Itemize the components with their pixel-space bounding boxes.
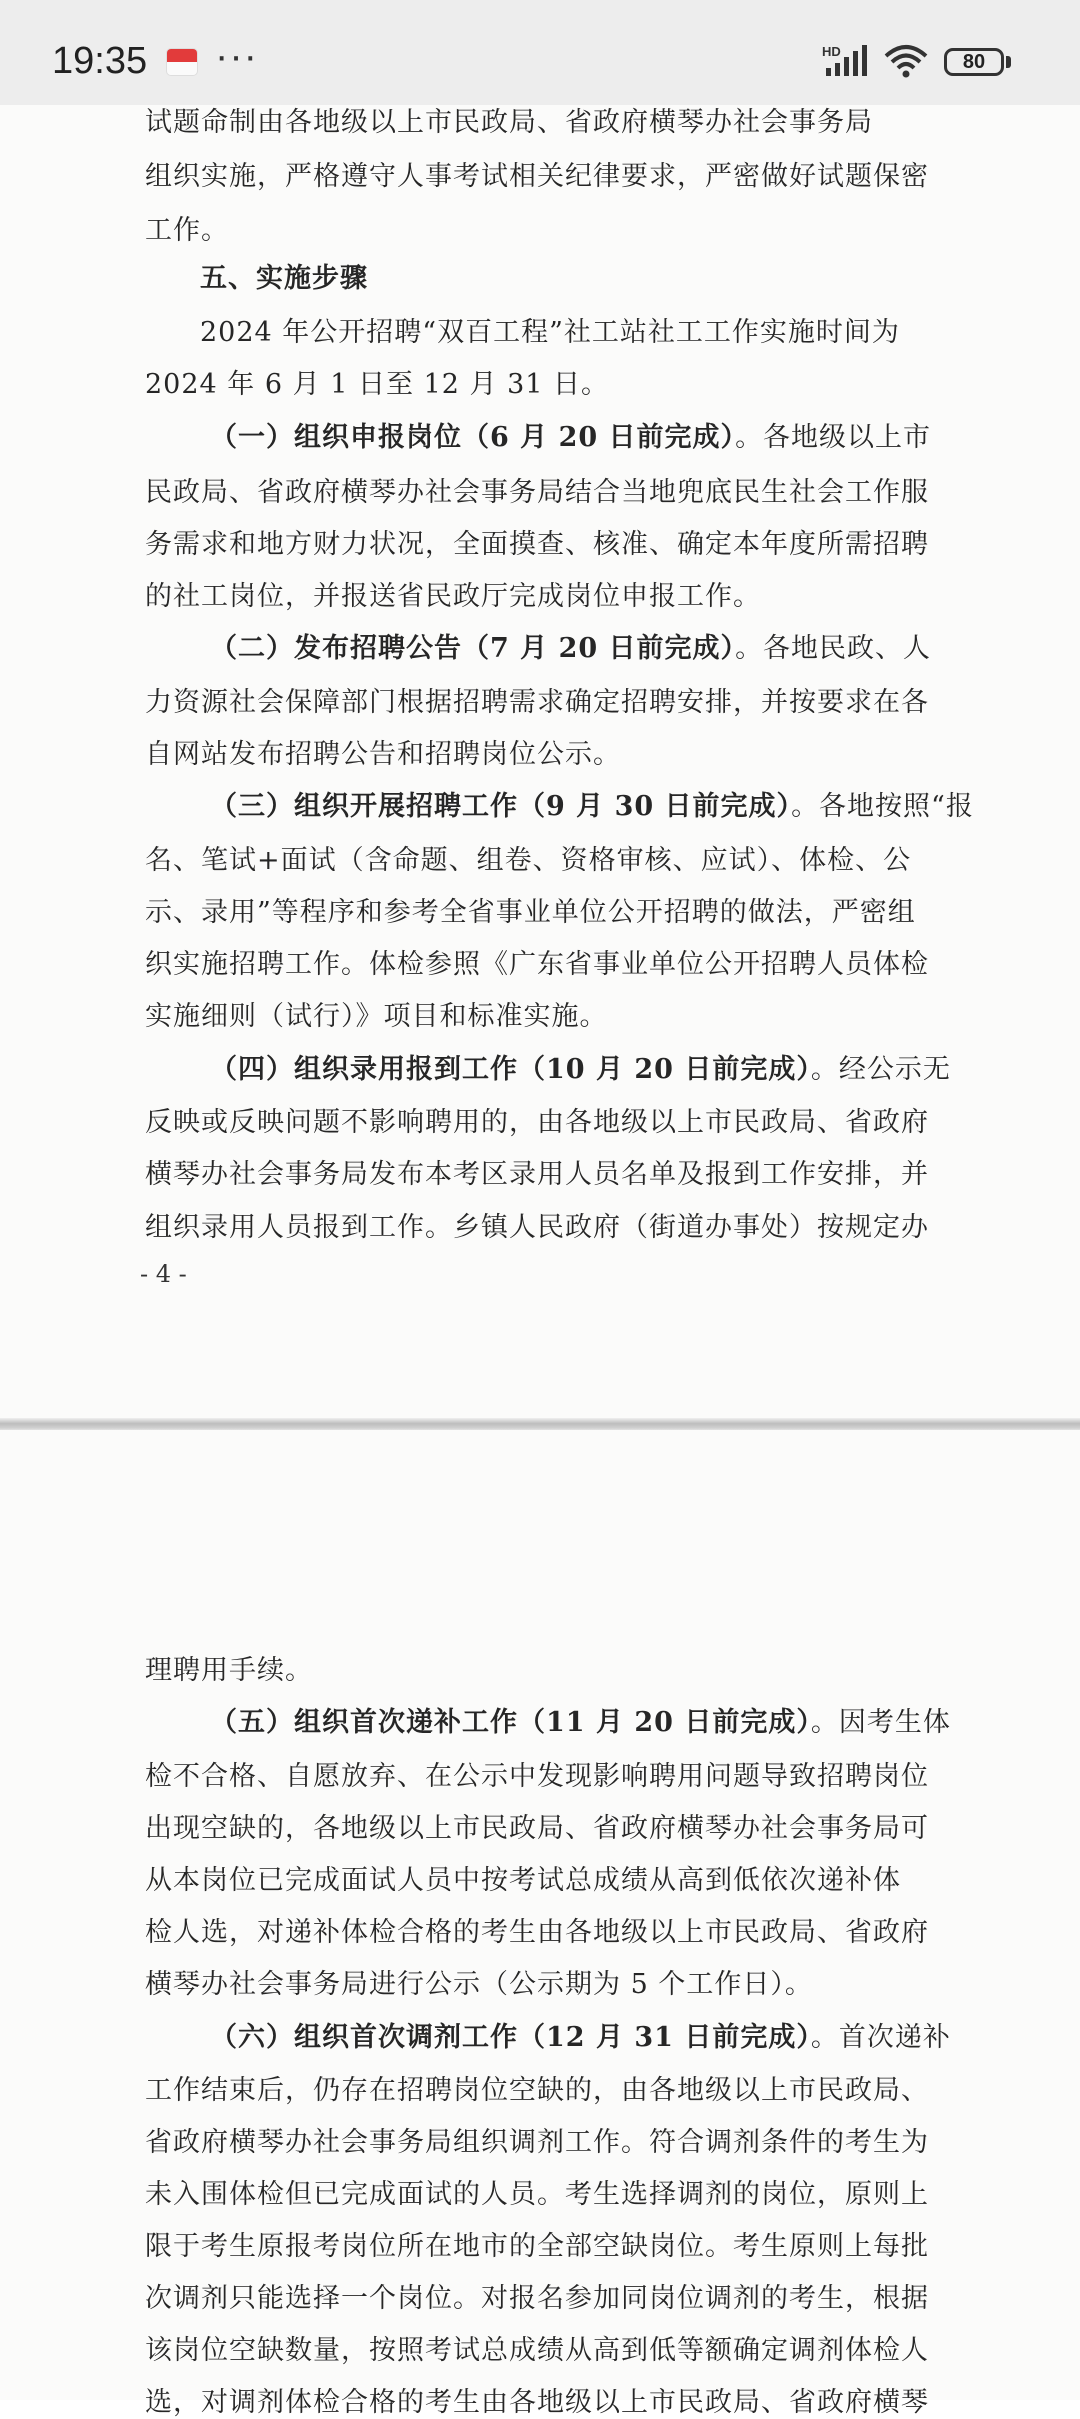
line-text: 次调剂只能选择一个岗位。对报名参加同岗位调剂的考生，根据 <box>145 2283 929 2314</box>
text-line <box>145 154 929 193</box>
text-line <box>210 2015 951 2054</box>
line-text: 。首次递补 <box>810 2022 951 2053</box>
line-text: 织实施招聘工作。体检参照《广东省事业单位公开招聘人员体检 <box>145 949 929 980</box>
text-line <box>145 2224 929 2263</box>
text-line <box>145 1152 929 1191</box>
line-text: 实施细则（试行）》项目和标准实施。 <box>145 1001 608 1032</box>
text-line <box>145 1648 313 1687</box>
text-line <box>145 2276 929 2315</box>
text-line <box>210 784 974 823</box>
text-line <box>145 1754 929 1793</box>
text-line <box>145 1858 901 1897</box>
network-label: HD <box>822 44 841 59</box>
line-text: 限于考生原报考岗位所在地市的全部空缺岗位。考生原则上每批 <box>145 2231 929 2262</box>
text-line <box>145 942 929 981</box>
text-line <box>210 415 931 454</box>
text-line <box>145 2120 929 2159</box>
line-text: 理聘用手续。 <box>145 1655 313 1686</box>
line-text: 工作。 <box>145 215 229 246</box>
page-number: - 4 - <box>140 1260 187 1288</box>
line-text: 从本岗位已完成面试人员中按考试总成绩从高到低依次递补体 <box>145 1865 901 1896</box>
line-text: 未入围体检但已完成面试的人员。考生选择调剂的岗位，原则上 <box>145 2179 929 2210</box>
text-line <box>210 1047 951 1086</box>
line-text: 。各地民政、人 <box>735 633 932 664</box>
text-line <box>145 100 873 139</box>
line-text: 名、笔试+面试（含命题、组卷、资格审核、应试）、体检、公 <box>145 845 912 876</box>
text-line <box>145 2328 929 2367</box>
line-text: 检人选，对递补体检合格的考生由各地级以上市民政局、省政府 <box>145 1917 929 1948</box>
line-text: 选，对调剂体检合格的考生由各地级以上市民政局、省政府横琴 <box>145 2387 929 2418</box>
line-text: 工作结束后，仍存在招聘岗位空缺的，由各地级以上市民政局、 <box>145 2075 929 2106</box>
line-text: 组织录用人员报到工作。乡镇人民政府（街道办事处）按规定办 <box>145 1212 929 1243</box>
line-text: 反映或反映问题不影响聘用的，由各地级以上市民政局、省政府 <box>145 1107 929 1138</box>
more-notifications-icon: ··· <box>215 34 258 78</box>
text-line <box>145 680 929 719</box>
status-bar <box>0 0 1080 105</box>
line-text: 的社工岗位，并报送省民政厅完成岗位申报工作。 <box>145 581 761 612</box>
text-line <box>210 626 931 665</box>
text-line <box>145 362 609 401</box>
bold-heading: 五、实施步骤 <box>200 263 368 294</box>
text-line <box>145 838 911 877</box>
text-line <box>145 208 229 247</box>
bold-heading: （三）组织开展招聘工作（9 月 30 日前完成） <box>210 791 792 822</box>
line-text: 务需求和地方财力状况，全面摸查、核准、确定本年度所需招聘 <box>145 529 929 560</box>
line-text: 民政局、省政府横琴办社会事务局结合当地兜底民生社会工作服 <box>145 477 929 508</box>
line-text: 该岗位空缺数量，按照考试总成绩从高到低等额确定调剂体检人 <box>145 2335 929 2366</box>
text-line <box>145 522 929 561</box>
line-text: 。因考生体 <box>810 1707 951 1738</box>
text-line <box>145 1100 929 1139</box>
line-text: 出现空缺的，各地级以上市民政局、省政府横琴办社会事务局可 <box>145 1813 929 1844</box>
text-line <box>145 1806 929 1845</box>
line-text: 自网站发布招聘公告和招聘岗位公示。 <box>145 739 621 770</box>
bold-heading: （二）发布招聘公告（7 月 20 日前完成） <box>210 633 736 664</box>
line-text: 。各地级以上市 <box>735 422 932 453</box>
text-line <box>145 1962 813 2001</box>
bold-heading: （四）组织录用报到工作（10 月 20 日前完成） <box>210 1054 811 1085</box>
bold-heading: （五）组织首次递补工作（11 月 20 日前完成） <box>210 1707 811 1738</box>
line-text: 横琴办社会事务局进行公示（公示期为 5 个工作日）。 <box>145 1969 813 2000</box>
battery-icon: 80 <box>944 48 1004 76</box>
line-text: 组织实施，严格遵守人事考试相关纪律要求，严密做好试题保密 <box>145 161 929 192</box>
text-line <box>210 1700 951 1739</box>
flag-icon <box>166 48 198 76</box>
text-line <box>145 732 621 771</box>
text-line <box>145 890 916 929</box>
battery-nub <box>1006 56 1011 68</box>
line-text: 检不合格、自愿放弃、在公示中发现影响聘用问题导致招聘岗位 <box>145 1761 929 1792</box>
text-line <box>145 2172 929 2211</box>
text-line <box>145 1910 929 1949</box>
line-text: 。各地按照“报 <box>791 791 974 822</box>
line-text: 。经公示无 <box>810 1054 951 1085</box>
line-text: 示、录用”等程序和参考全省事业单位公开招聘的做法，严密组 <box>145 897 916 928</box>
line-text: 2024 年 6 月 1 日至 12 月 31 日。 <box>145 369 610 400</box>
line-text: 横琴办社会事务局发布本考区录用人员名单及报到工作安排，并 <box>145 1159 929 1190</box>
line-text: 试题命制由各地级以上市民政局、省政府横琴办社会事务局 <box>145 107 873 138</box>
wifi-icon <box>884 44 928 78</box>
line-text: 2024 年公开招聘“双百工程”社工站社工工作实施时间为 <box>200 317 900 348</box>
line-text: 力资源社会保障部门根据招聘需求确定招聘安排，并按要求在各 <box>145 687 929 718</box>
status-time: 19:35 <box>52 40 148 82</box>
text-line <box>145 470 929 509</box>
line-text: 省政府横琴办社会事务局组织调剂工作。符合调剂条件的考生为 <box>145 2127 929 2158</box>
text-line <box>145 2068 929 2107</box>
bold-heading: （六）组织首次调剂工作（12 月 31 日前完成） <box>210 2022 811 2053</box>
text-line <box>200 310 900 349</box>
bold-heading: （一）组织申报岗位（6 月 20 日前完成） <box>210 422 736 453</box>
text-line <box>200 256 368 295</box>
text-line <box>145 574 761 613</box>
text-line <box>145 994 608 1033</box>
signal-icon <box>822 42 874 78</box>
text-line <box>145 1205 929 1244</box>
